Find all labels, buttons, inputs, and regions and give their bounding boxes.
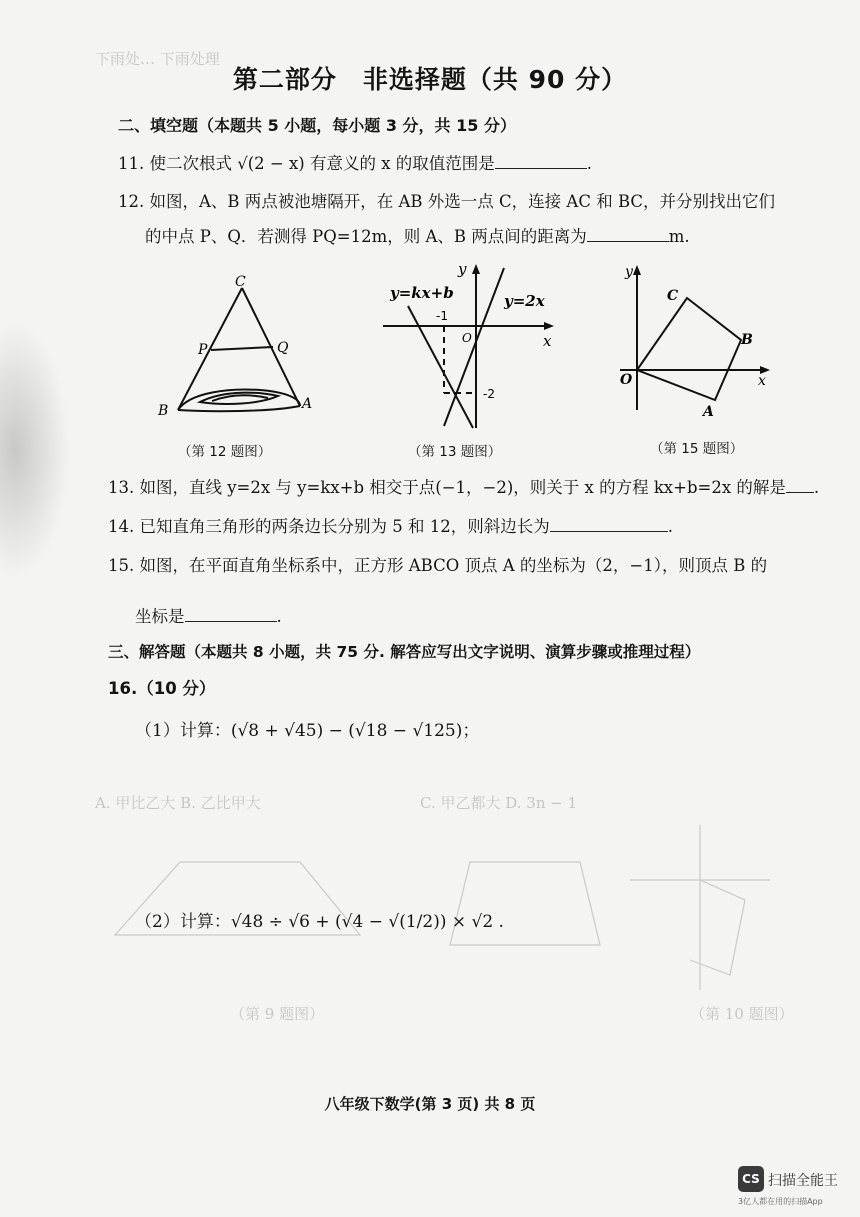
question-14 (108, 513, 673, 537)
question-11 (118, 150, 592, 174)
bleed-through-text: （第 9 题图） (230, 1005, 325, 1023)
point-label-p: P (198, 342, 208, 358)
tick-label-minus-2: -2 (483, 387, 495, 401)
question-11-text: 11. 使二次根式 √(2 − x) 有意义的 x 的取值范围是 (118, 154, 495, 173)
line-label-kx-b: y=kx+b (390, 284, 454, 302)
question-16-part-2: （2）计算：√48 ÷ √6 + (√4 − √(1/2)) × √2 . (135, 912, 504, 932)
origin-label: O (620, 372, 633, 388)
vertex-label-b: B (741, 332, 753, 348)
axis-label-x: x (543, 332, 552, 350)
question-16-part-1: （1）计算：(√8 + √45) − (√18 − √125)； (135, 721, 480, 741)
page-title: 第二部分 非选择题（共 90 分） (232, 65, 628, 94)
vertex-label-a: A (703, 404, 714, 420)
question-12-text: 的中点 P、Q．若测得 PQ=12m，则 A、B 两点间的距离为 (145, 227, 587, 246)
figure-13-line-graph (378, 258, 568, 438)
question-12-unit: m. (668, 227, 690, 246)
bleed-through-text: （第 10 题图） (690, 1005, 794, 1023)
vertex-label-c: C (667, 288, 679, 304)
vertex-label-c: C (235, 274, 246, 290)
figure-12-pond-triangle (150, 270, 320, 430)
axis-label-x: x (758, 373, 766, 389)
axis-label-y: y (458, 260, 467, 278)
line-label-2x: y=2x (504, 292, 545, 310)
question-15-line1: 15. 如图，在平面直角坐标系中，正方形 ABCO 顶点 A 的坐标为（2，−1），则顶点 B 的 (108, 556, 768, 575)
question-12-line2 (145, 223, 690, 247)
watermark-name: 扫描全能王 (768, 1173, 838, 1189)
question-16-label: 16.（10 分） (108, 679, 216, 698)
point-label-q: Q (277, 340, 289, 356)
figure-15-square-coordinate (615, 260, 775, 425)
tick-label-minus-1: -1 (436, 309, 448, 323)
page-footer: 八年级下数学(第 3 页) 共 8 页 (324, 1095, 536, 1113)
bleed-through-text: C. 甲乙都大 D. 3n − 1 (420, 794, 578, 812)
question-13-text: 13. 如图，直线 y=2x 与 y=kx+b 相交于点(−1，−2)，则关于 x 的方程 kx+b=2x 的解是 (108, 478, 786, 497)
question-15-end: . (276, 607, 282, 626)
watermark-tagline: 3亿人都在用的扫描App (738, 1197, 823, 1206)
question-13 (108, 474, 819, 498)
answer-blank (550, 515, 668, 532)
section-header-fill-in: 二、填空题（本题共 5 小题，每小题 3 分，共 15 分） (118, 116, 516, 135)
origin-label: O (462, 331, 472, 345)
question-14-text: 14. 已知直角三角形的两条边长分别为 5 和 12，则斜边长为 (108, 517, 550, 536)
bleed-through-text: A. 甲比乙大 B. 乙比甲大 (95, 794, 261, 812)
question-11-end: . (586, 154, 593, 173)
camscanner-logo: CS (738, 1166, 764, 1192)
axis-label-y: y (625, 264, 633, 280)
answer-blank (587, 225, 669, 242)
question-15-text: 坐标是 (135, 607, 185, 626)
figure-12-caption: （第 12 题图） (178, 444, 272, 460)
section-header-solutions: 三、解答题（本题共 8 小题，共 75 分. 解答应写出文字说明、演算步骤或推理过程） (108, 643, 701, 661)
bleed-through-text: 下雨处… 下雨处理 (95, 50, 220, 68)
answer-blank (185, 605, 277, 622)
answer-blank (786, 476, 814, 493)
question-12-line1: 12. 如图，A、B 两点被池塘隔开，在 AB 外选一点 C，连接 AC 和 BC，并分别找出它们 (118, 192, 776, 211)
question-15-line2 (135, 603, 282, 627)
question-13-end: . (813, 478, 820, 497)
vertex-label-a: A (302, 396, 313, 412)
figure-15-caption: （第 15 题图） (650, 441, 744, 457)
answer-blank (495, 152, 587, 169)
vertex-label-b: B (158, 403, 169, 419)
question-14-end: . (667, 517, 673, 536)
figure-13-caption: （第 13 题图） (408, 444, 502, 460)
